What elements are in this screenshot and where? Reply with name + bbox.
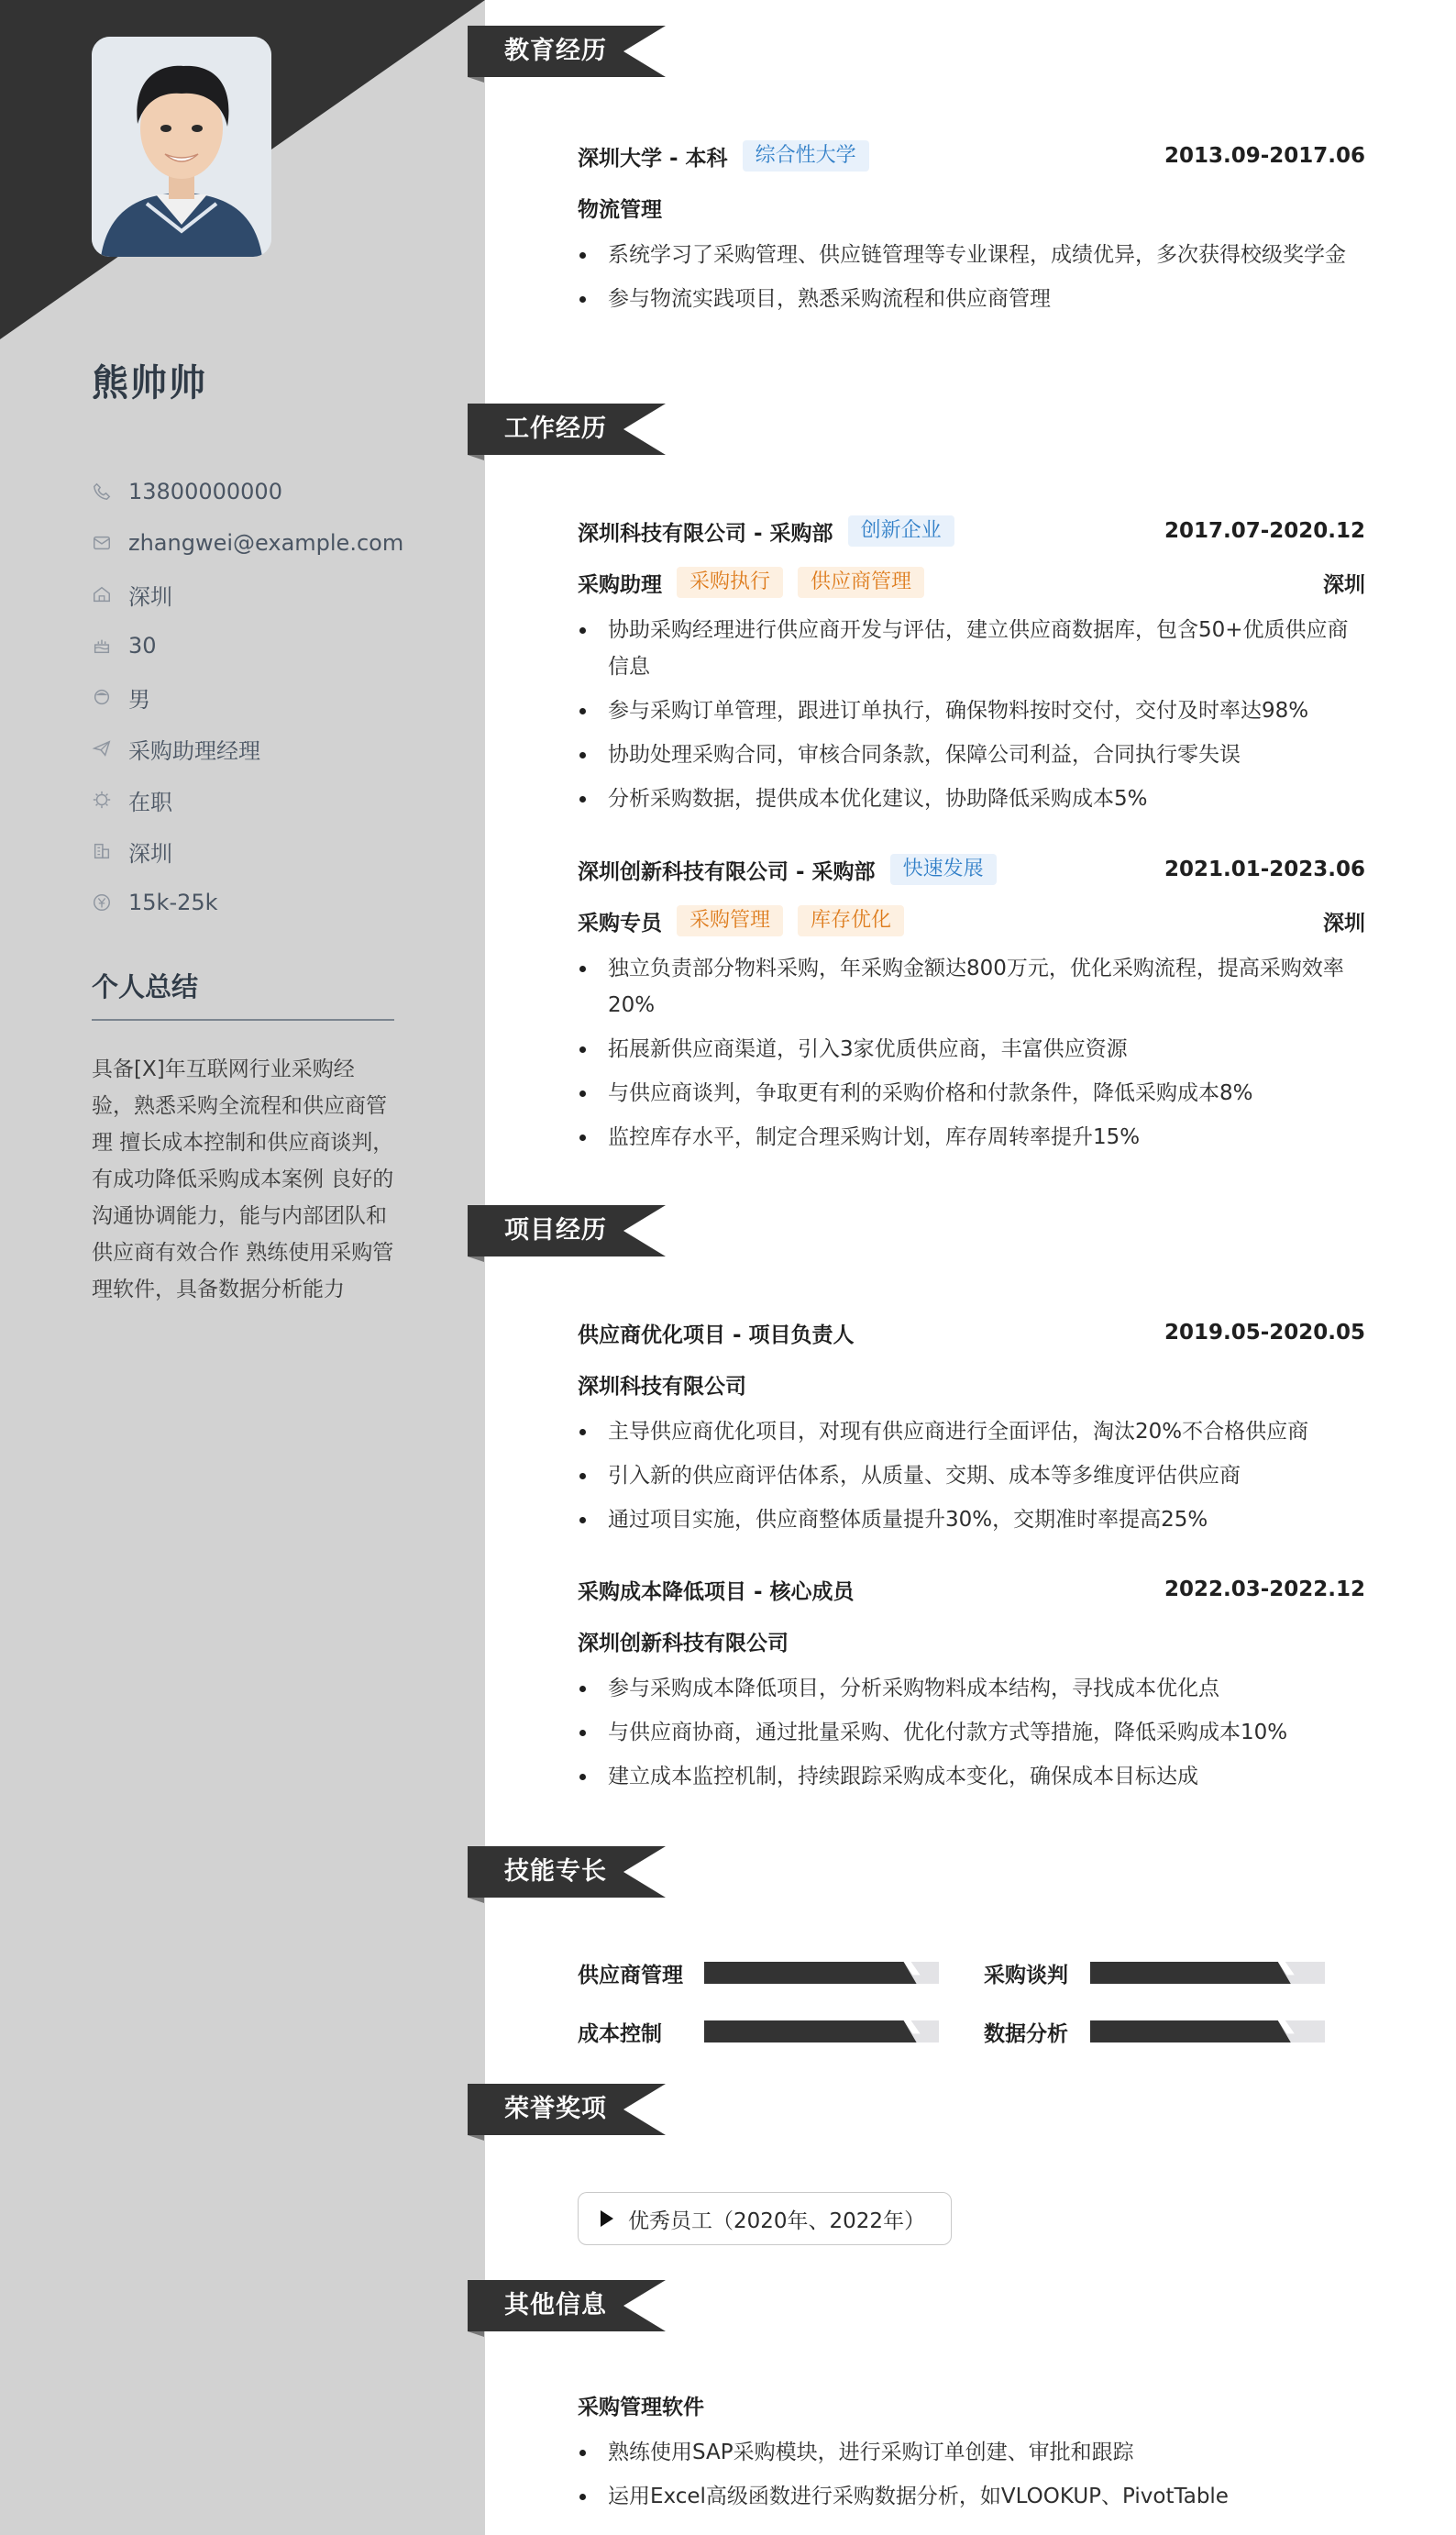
section-header-work: [468, 404, 669, 460]
email-value: zhangwei@example.com: [128, 530, 404, 556]
contact-age: [92, 620, 458, 671]
summary-divider: [92, 1019, 394, 1021]
salary-icon: [92, 892, 112, 913]
company-name: 深圳创新科技有限公司 - 采购部: [578, 859, 876, 884]
project-entry: [578, 1307, 1365, 1545]
work-date: 2017.07-2020.12: [1164, 519, 1365, 543]
role-tag: 供应商管理: [798, 567, 924, 598]
skill-bar: [1090, 1962, 1325, 1984]
work-location: 深圳: [1323, 572, 1365, 597]
mail-icon: [92, 533, 112, 553]
work-entry: [578, 505, 1365, 825]
skill-name: 成本控制: [578, 2021, 662, 2046]
section-title: 工作经历: [504, 415, 607, 443]
role-tag: 采购管理: [677, 905, 783, 936]
project-name: 采购成本降低项目 - 核心成员: [578, 1579, 855, 1604]
skill-bar-fill: [704, 1962, 917, 1984]
skill-name: 数据分析: [984, 2021, 1068, 2046]
status-icon: [92, 790, 112, 810]
education-entry: [578, 130, 1365, 325]
role-tag: 采购执行: [677, 567, 783, 598]
company-tag: 快速发展: [890, 854, 997, 885]
contact-target-job: [92, 723, 458, 774]
school-tag: 综合性大学: [743, 140, 869, 172]
skill-name: 采购谈判: [984, 1963, 1068, 1987]
skill-item: [984, 1954, 1325, 1991]
main-content: [468, 0, 1456, 2535]
other-entry: [578, 2379, 1365, 2522]
other-bullets: [578, 2434, 1365, 2515]
home-icon: [92, 584, 112, 604]
contact-phone: [92, 466, 458, 517]
list-item: 分析采购数据，提供成本优化建议，协助降低采购成本5%: [578, 780, 1365, 817]
gender-icon: [92, 687, 112, 707]
section-title: 技能专长: [504, 1857, 607, 1886]
gender-value: 男: [128, 686, 150, 713]
work-city-value: 深圳: [128, 840, 172, 867]
list-item: 拓展新供应商渠道，引入3家优质供应商，丰富供应资源: [578, 1031, 1365, 1068]
skill-bar-fill: [704, 2020, 917, 2042]
work-location: 深圳: [1323, 911, 1365, 935]
company-name: 深圳科技有限公司 - 采购部: [578, 521, 833, 546]
list-item: 参与采购成本降低项目，分析采购物料成本结构，寻找成本优化点: [578, 1670, 1365, 1707]
contact-work-city: [92, 825, 458, 877]
skill-bar: [704, 2020, 939, 2042]
section-header-skills: [468, 1846, 669, 1903]
section-header-other: [468, 2280, 669, 2337]
section-title: 其他信息: [504, 2291, 607, 2319]
list-item: 协助处理采购合同，审核合同条款，保障公司利益，合同执行零失误: [578, 736, 1365, 773]
award-item: [578, 2192, 952, 2245]
project-date: 2019.05-2020.05: [1164, 1321, 1365, 1345]
building-icon: [92, 841, 112, 861]
list-item: 通过项目实施，供应商整体质量提升30%，交期准时率提高25%: [578, 1501, 1365, 1538]
list-item: 参与物流实践项目，熟悉采购流程和供应商管理: [578, 281, 1365, 317]
section-header-projects: [468, 1205, 669, 1262]
list-item: 运用Excel高级函数进行采购数据分析，如VLOOKUP、PivotTable: [578, 2478, 1365, 2515]
send-icon: [92, 738, 112, 758]
list-item: 参与采购订单管理，跟进订单执行，确保物料按时交付，交付及时率达98%: [578, 692, 1365, 729]
summary-text: 具备[X]年互联网行业采购经验，熟悉采购全流程和供应商管理 擅长成本控制和供应商谈判，有成功降低采购成本案例 良好的沟通协调能力，能与内部团队和供应商有效合作 熟练使用采购管理软件，具备数据分析能力: [92, 1057, 394, 1301]
list-item: 熟练使用SAP采购模块，进行采购订单创建、审批和跟踪: [578, 2434, 1365, 2471]
list-item: 独立负责部分物料采购，年采购金额达800万元，优化采购流程，提高采购效率20%: [578, 950, 1365, 1024]
target-job-value: 采购助理经理: [128, 737, 260, 764]
list-item: 建立成本监控机制，持续跟踪采购成本变化，确保成本目标达成: [578, 1758, 1365, 1795]
contact-city: [92, 569, 458, 620]
list-item: 主导供应商优化项目，对现有供应商进行全面评估，淘汰20%不合格供应商: [578, 1413, 1365, 1450]
phone-value: 13800000000: [128, 479, 282, 504]
education-date: 2013.09-2017.06: [1164, 144, 1365, 168]
contact-list: [92, 466, 458, 928]
candidate-name: 熊帅帅: [92, 362, 207, 404]
play-icon: [601, 2210, 613, 2227]
skill-bar-fill: [1090, 2020, 1291, 2042]
project-company: 深圳创新科技有限公司: [578, 1631, 789, 1655]
section-title: 项目经历: [504, 1216, 607, 1245]
work-bullets: [578, 612, 1365, 817]
sidebar: [0, 0, 485, 2535]
skill-bar: [704, 1962, 939, 1984]
contact-status: [92, 774, 458, 825]
job-title: 采购助理: [578, 572, 662, 597]
avatar: [92, 37, 271, 257]
list-item: 与供应商谈判，争取更有利的采购价格和付款条件，降低采购成本8%: [578, 1075, 1365, 1112]
list-item: 与供应商协商，通过批量采购、优化付款方式等措施，降低采购成本10%: [578, 1714, 1365, 1751]
city-value: 深圳: [128, 583, 172, 610]
section-title: 教育经历: [504, 37, 607, 65]
summary-title: 个人总结: [92, 971, 199, 1002]
major: 物流管理: [578, 197, 662, 222]
contact-email: [92, 517, 458, 569]
role-tag: 库存优化: [798, 905, 904, 936]
contact-salary: [92, 877, 458, 928]
status-value: 在职: [128, 789, 172, 815]
skill-bar: [1090, 2020, 1325, 2042]
cake-icon: [92, 636, 112, 656]
age-value: 30: [128, 633, 157, 659]
skill-item: [578, 2013, 939, 2050]
salary-value: 15k-25k: [128, 890, 218, 915]
school-name: 深圳大学 - 本科: [578, 146, 728, 171]
list-item: 系统学习了采购管理、供应链管理等专业课程，成绩优异，多次获得校级奖学金: [578, 237, 1365, 273]
project-company: 深圳科技有限公司: [578, 1374, 746, 1399]
phone-icon: [92, 482, 112, 502]
project-entry: [578, 1564, 1365, 1802]
contact-gender: [92, 671, 458, 723]
skill-item: [984, 2013, 1325, 2050]
work-entry: [578, 844, 1365, 1163]
skill-name: 供应商管理: [578, 1963, 683, 1987]
award-text: 优秀员工（2020年、2022年）: [628, 2208, 926, 2233]
other-title: 采购管理软件: [578, 2395, 704, 2419]
skill-item: [578, 1954, 939, 1991]
education-bullets: [578, 237, 1365, 317]
list-item: 监控库存水平，制定合理采购计划，库存周转率提升15%: [578, 1119, 1365, 1156]
section-title: 荣誉奖项: [504, 2095, 607, 2123]
project-bullets: [578, 1413, 1365, 1538]
work-date: 2021.01-2023.06: [1164, 858, 1365, 881]
work-bullets: [578, 950, 1365, 1156]
skill-bar-fill: [1090, 1962, 1291, 1984]
section-header-education: [468, 26, 669, 83]
list-item: 引入新的供应商评估体系，从质量、交期、成本等多维度评估供应商: [578, 1457, 1365, 1494]
project-date: 2022.03-2022.12: [1164, 1577, 1365, 1601]
company-tag: 创新企业: [848, 515, 954, 547]
section-header-honors: [468, 2084, 669, 2141]
project-name: 供应商优化项目 - 项目负责人: [578, 1323, 855, 1347]
job-title: 采购专员: [578, 911, 662, 935]
list-item: 协助采购经理进行供应商开发与评估，建立供应商数据库，包含50+优质供应商信息: [578, 612, 1365, 685]
project-bullets: [578, 1670, 1365, 1795]
